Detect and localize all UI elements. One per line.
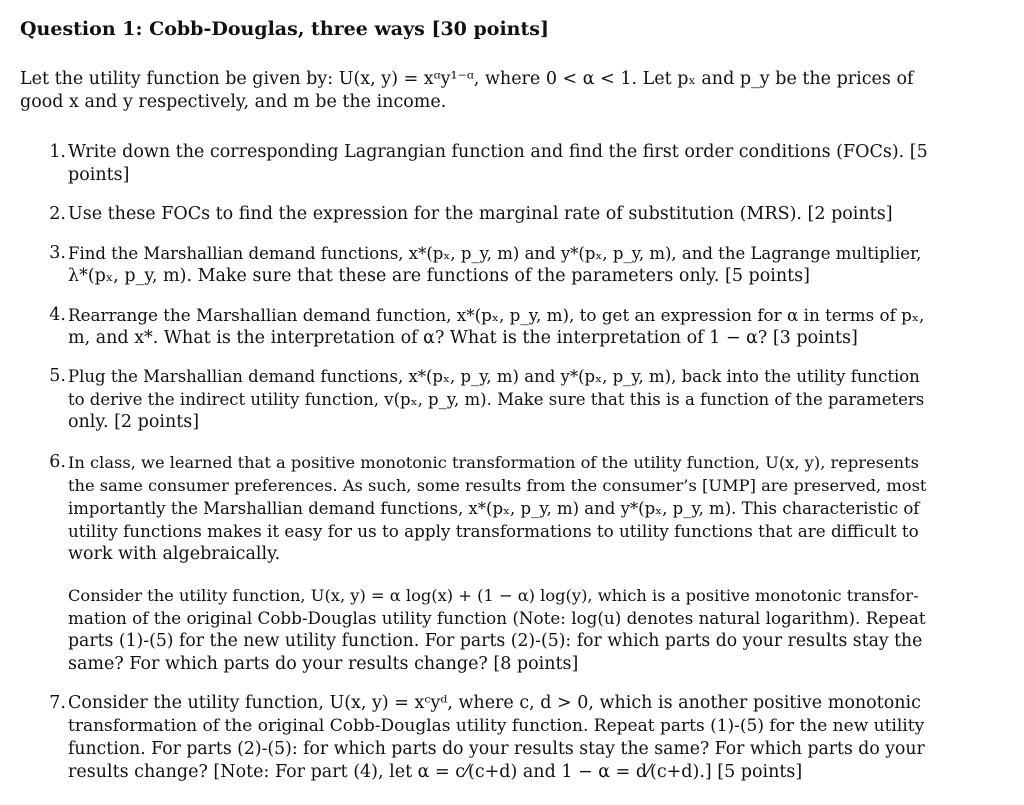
item-line: same? For which parts do your results change? [8 points] <box>68 654 579 674</box>
item-line: λ*(pₓ, p_y, m). Make sure that these are functions of the parameters only. [5 points] <box>68 266 810 286</box>
item-line: mation of the original Cobb-Douglas utility function (Note: log(u) denotes natural logarithm). Repeat <box>68 608 926 628</box>
item-line: the same consumer preferences. As such, some results from the consumer’s [UMP] are preserved, most <box>68 476 927 495</box>
item-line: In class, we learned that a positive monotonic transformation of the utility function, U(x, y), represents <box>68 453 919 472</box>
item-line: Write down the corresponding Lagrangian function and find the first order conditions (FOCs). [5 <box>68 142 928 162</box>
item-line: transformation of the original Cobb-Douglas utility function. Repeat parts (1)-(5) for the new utility <box>68 716 925 736</box>
item-number: 5. <box>49 366 66 386</box>
item-number: 7. <box>49 693 66 713</box>
item-number: 2. <box>49 204 66 224</box>
item-line: Plug the Marshallian demand functions, x*(pₓ, p_y, m) and y*(pₓ, p_y, m), back into the utility function <box>68 367 920 386</box>
question-title: Question 1: Cobb-Douglas, three ways [30 points] <box>20 18 549 40</box>
intro-line: Let the utility function be given by: U(x, y) = xᵅy¹⁻ᵅ, where 0 < α < 1. Let pₓ and p_y be the prices of <box>20 69 914 89</box>
item-line: utility functions makes it easy for us to apply transformations to utility functions that are difficult to <box>68 521 919 541</box>
item-line: results change? [Note: For part (4), let α = c⁄(c+d) and 1 − α = d⁄(c+d).] [5 points] <box>68 762 803 782</box>
item-line: points] <box>68 165 130 185</box>
question-item-6-paragraph-2 <box>68 584 928 676</box>
item-line: parts (1)-(5) for the new utility function. For parts (2)-(5): for which parts do your results stay the <box>68 631 923 651</box>
item-line: Find the Marshallian demand functions, x*(pₓ, p_y, m) and y*(pₓ, p_y, m), and the Lagrange multiplier, <box>68 244 922 263</box>
item-line: to derive the indirect utility function, v(pₓ, p_y, m). Make sure that this is a function of the parameters <box>68 390 925 409</box>
item-line: work with algebraically. <box>68 544 281 564</box>
item-line: importantly the Marshallian demand functions, x*(pₓ, p_y, m) and y*(pₓ, p_y, m). This characteristic of <box>68 499 920 518</box>
item-number: 6. <box>49 452 66 472</box>
item-line: Rearrange the Marshallian demand function, x*(pₓ, p_y, m), to get an expression for α in terms of pₓ, <box>68 305 925 325</box>
item-line: Use these FOCs to find the expression for the marginal rate of substitution (MRS). [2 points] <box>68 204 893 224</box>
item-line: only. [2 points] <box>68 412 200 432</box>
item-line: Consider the utility function, U(x, y) = α log(x) + (1 − α) log(y), which is a positive monotonic transfor- <box>68 586 919 605</box>
item-line: m, and x*. What is the interpretation of α? What is the interpretation of 1 − α? [3 points] <box>68 328 858 348</box>
item-number: 1. <box>49 142 66 162</box>
item-line: function. For parts (2)-(5): for which parts do your results stay the same? For which parts do your <box>68 739 925 759</box>
item-number: 3. <box>49 243 66 263</box>
intro-paragraph <box>20 68 930 114</box>
item-number: 4. <box>49 305 66 325</box>
item-line: Consider the utility function, U(x, y) = xᶜyᵈ, where c, d > 0, which is another positive monotonic <box>68 693 921 713</box>
intro-line: good x and y respectively, and m be the income. <box>20 92 447 112</box>
